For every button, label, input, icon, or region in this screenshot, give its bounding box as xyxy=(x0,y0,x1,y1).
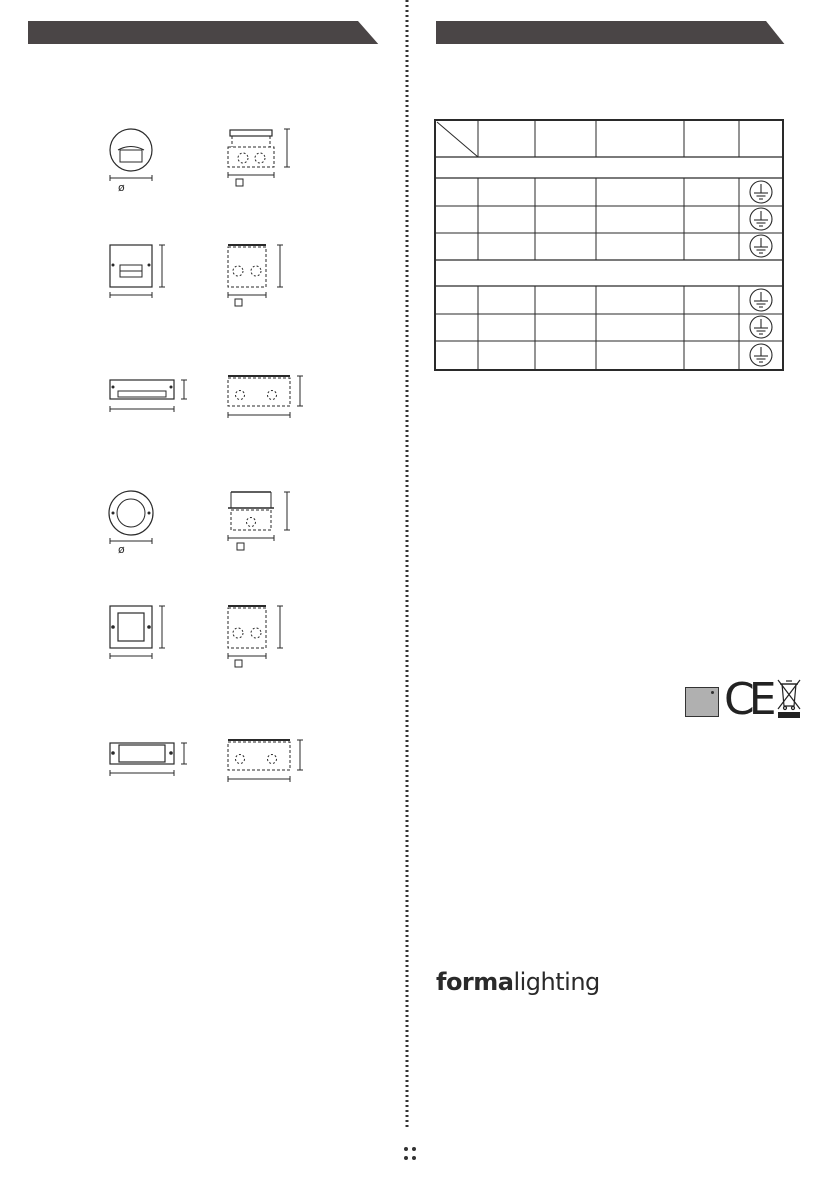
fixture-4-front-view xyxy=(109,491,153,544)
logo-bold-text: forma xyxy=(436,968,514,996)
fixture-5-side-view xyxy=(228,606,283,667)
weee-crossed-bin-icon xyxy=(776,678,802,718)
fixture-4-side-view xyxy=(228,492,290,550)
fixture-3-front-view xyxy=(110,380,187,412)
fixture-2-front-view xyxy=(110,245,165,298)
fixture-1-side-view xyxy=(228,129,290,186)
diameter-symbol: ø xyxy=(118,181,125,194)
earth-ground-icon xyxy=(750,344,772,366)
fixture-6-front-view xyxy=(110,743,187,776)
fixture-5-front-view xyxy=(110,606,165,659)
earth-ground-icon xyxy=(750,289,772,311)
fixture-3-side-view xyxy=(228,376,303,418)
earth-ground-icon xyxy=(750,316,772,338)
brand-logo xyxy=(436,968,600,996)
certification-box-icon xyxy=(685,687,719,717)
spec-table xyxy=(435,120,783,370)
fixture-2-side-view xyxy=(228,245,283,306)
earth-ground-icon xyxy=(750,208,772,230)
earth-ground-icon xyxy=(750,181,772,203)
logo-light-text: lighting xyxy=(513,968,600,996)
fixture-1-front-view xyxy=(110,129,152,181)
page-marker-dots xyxy=(404,1147,416,1161)
ce-mark-icon: CE xyxy=(724,674,771,725)
fixture-6-side-view xyxy=(228,740,303,782)
earth-ground-icon xyxy=(750,235,772,257)
diameter-symbol: ø xyxy=(118,543,125,556)
